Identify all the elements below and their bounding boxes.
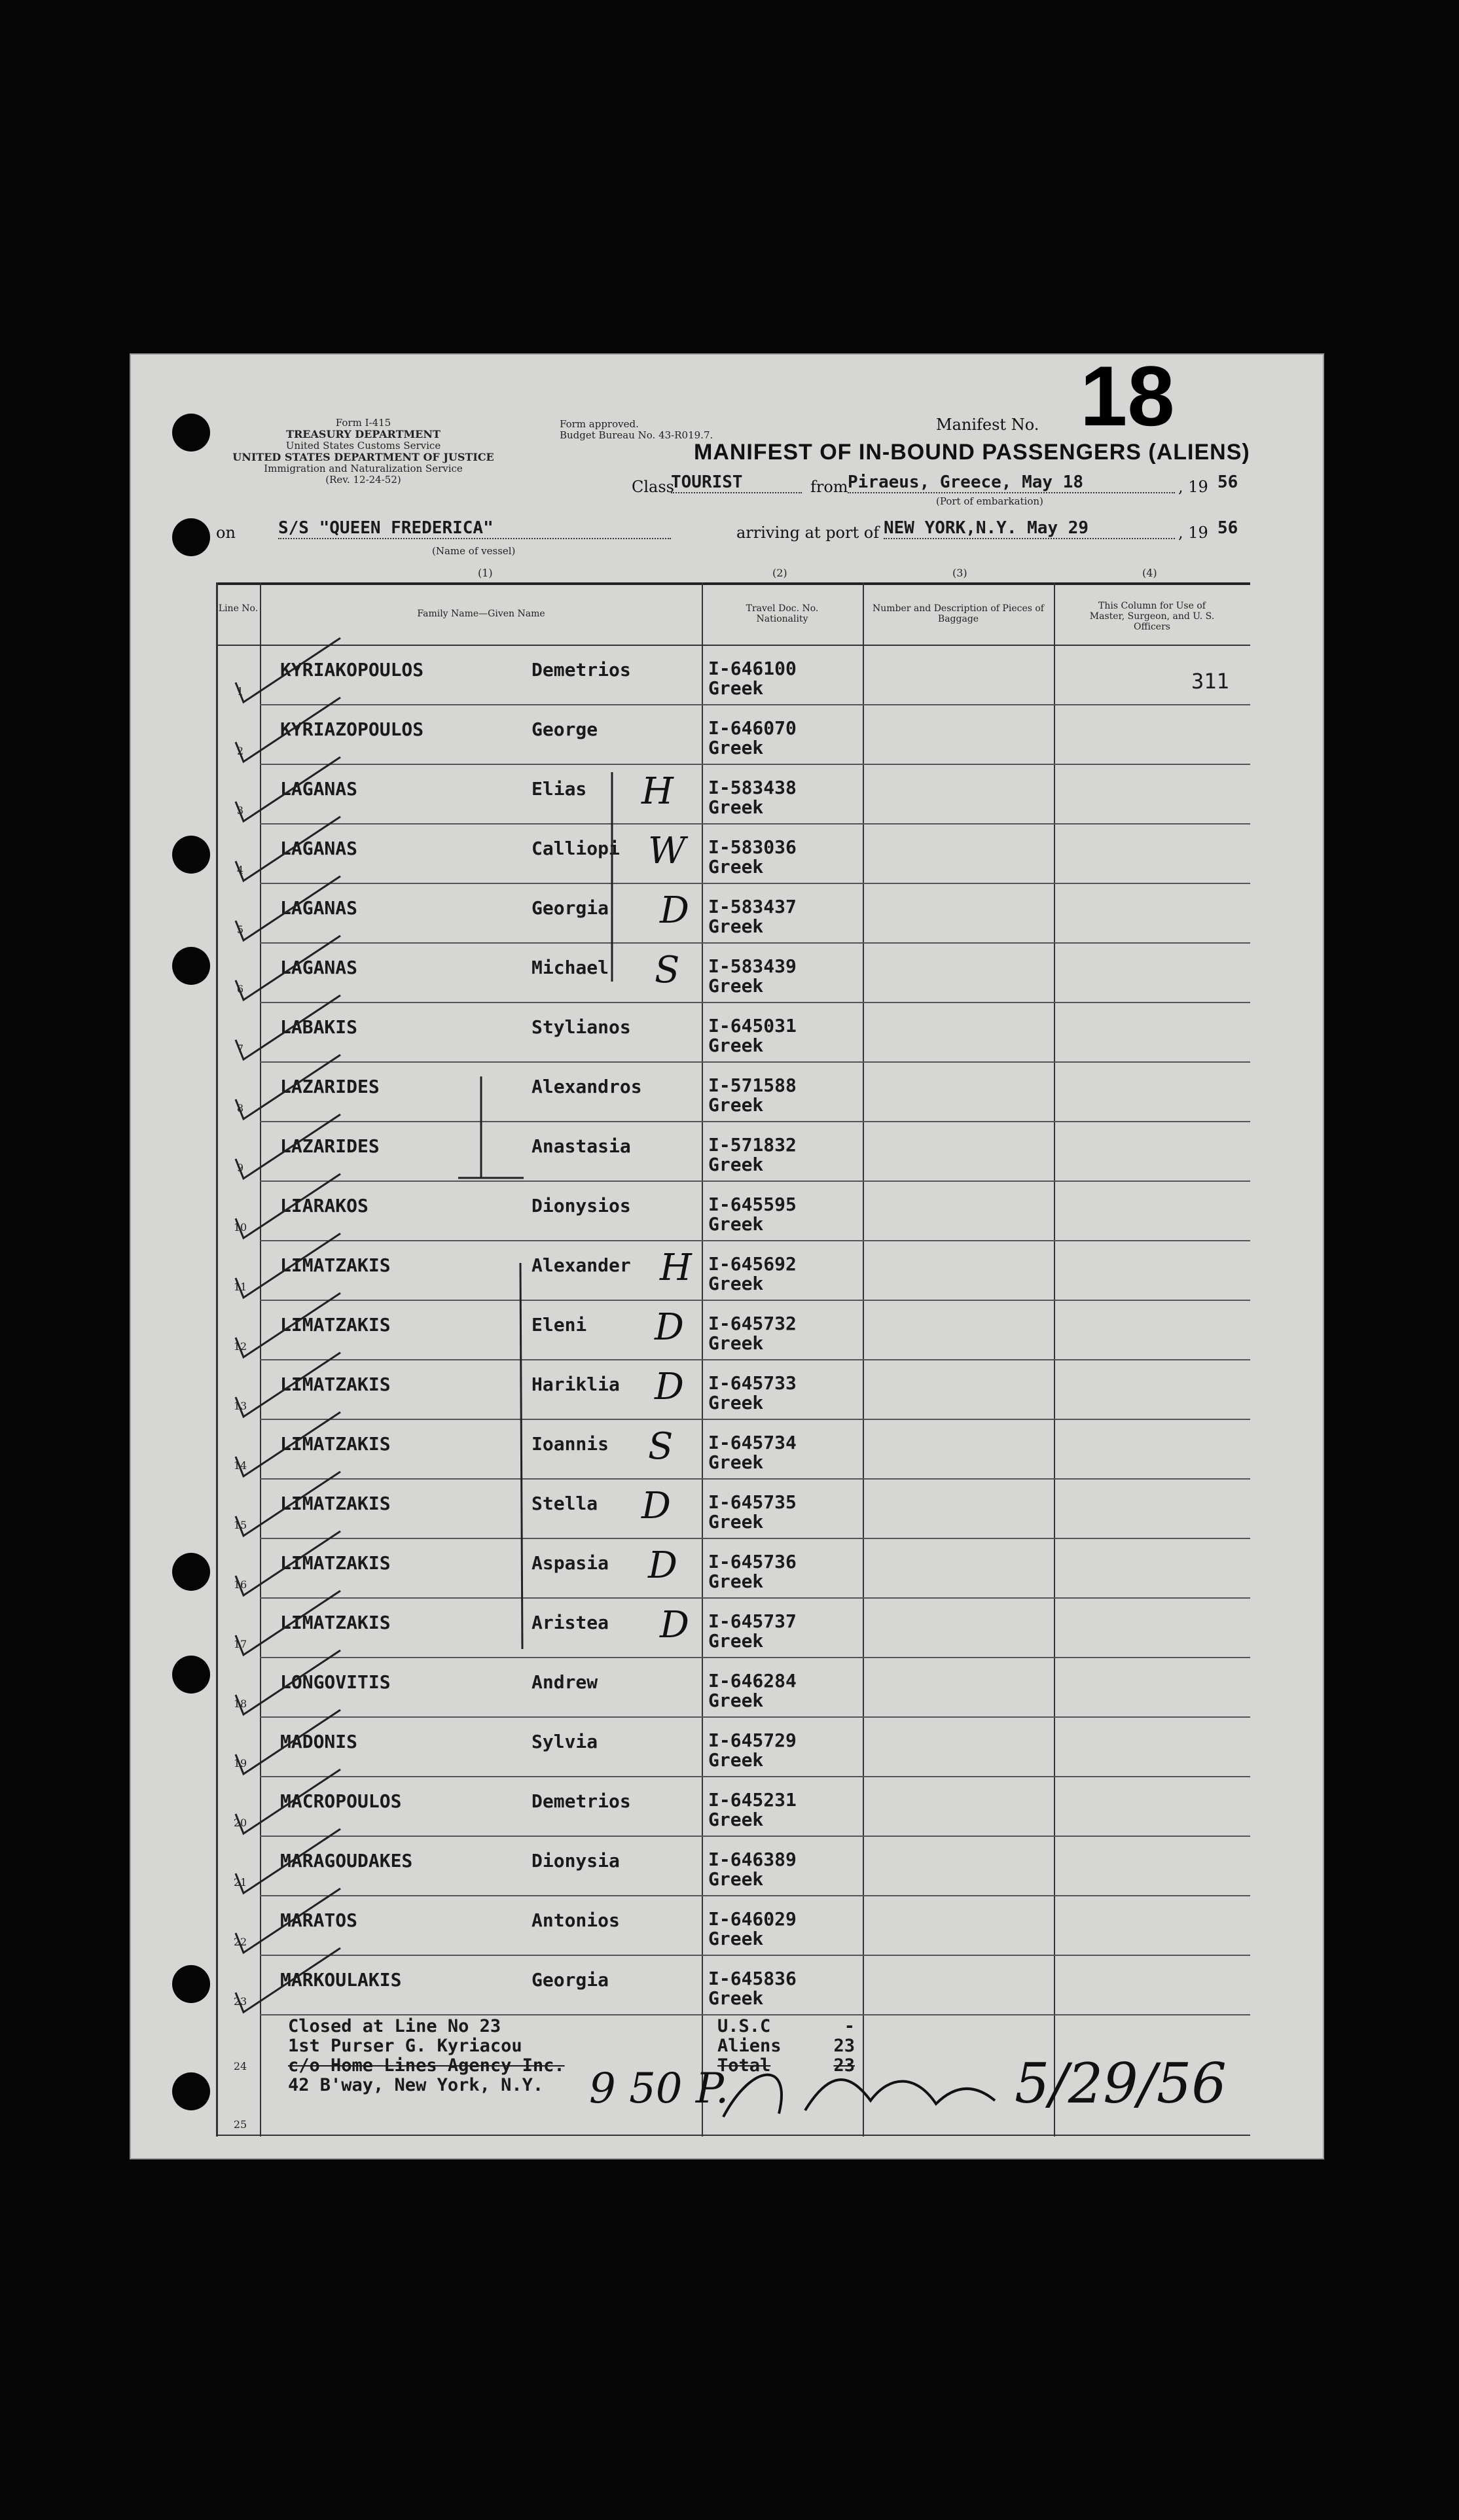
nationality: Greek <box>708 1273 764 1294</box>
nationality: Greek <box>708 1511 764 1533</box>
given-name: Georgia <box>531 897 609 919</box>
family-name: LAGANAS <box>280 838 358 859</box>
header-baggage: Number and Description of Pieces of Baggage <box>873 603 1044 624</box>
given-name: Hariklia <box>531 1374 620 1395</box>
aliens-label: Aliens <box>717 2036 782 2056</box>
given-name: Antonios <box>531 1909 620 1931</box>
check-mark <box>236 1769 340 1834</box>
check-mark <box>236 817 340 881</box>
row-number: 12 <box>233 1340 247 1353</box>
row-number: 23 <box>233 1995 247 2008</box>
nationality: Greek <box>708 1094 764 1116</box>
nationality: Greek <box>708 1987 764 2009</box>
check-mark <box>236 1412 340 1476</box>
family-bracket <box>458 1076 524 1178</box>
check-mark <box>236 1472 340 1536</box>
check-mark <box>236 1710 340 1774</box>
row-number: 6 <box>236 983 244 995</box>
row-number: 19 <box>233 1757 247 1769</box>
row-number: 1 <box>236 685 244 698</box>
year-prefix: , 19 <box>1178 478 1208 496</box>
travel-doc-no: I-645692 <box>708 1253 797 1275</box>
form-approved: Form approved. <box>560 418 639 430</box>
customs-service: United States Customs Service <box>285 440 441 452</box>
check-mark <box>236 1114 340 1179</box>
given-name: Andrew <box>531 1671 598 1693</box>
nationality: Greek <box>708 796 764 818</box>
header-line-no: Line No. <box>218 603 259 614</box>
relation-mark: S <box>648 1425 674 1468</box>
check-mark <box>236 1948 340 2012</box>
nationality: Greek <box>708 737 764 758</box>
row-number: 8 <box>236 1102 244 1114</box>
family-name: MARATOS <box>280 1909 358 1931</box>
check-mark <box>236 876 340 940</box>
nationality: Greek <box>708 1690 764 1711</box>
travel-doc-no: I-645729 <box>708 1730 797 1751</box>
travel-doc-no: I-645734 <box>708 1432 797 1453</box>
family-name: MARAGOUDAKES <box>280 1850 413 1872</box>
header-doc: Travel Doc. No. Nationality <box>746 603 819 624</box>
family-name: LONGOVITIS <box>280 1671 391 1693</box>
row-number: 4 <box>236 864 244 876</box>
check-mark <box>236 698 340 762</box>
class-value: TOURIST <box>671 472 802 493</box>
nationality: Greek <box>708 1213 764 1235</box>
handwritten-time: 9 50 P. <box>589 2065 729 2113</box>
family-name: MARKOULAKIS <box>280 1969 402 1991</box>
row-number-25: 25 <box>233 2118 247 2131</box>
travel-doc-no: I-646070 <box>708 717 797 739</box>
budget-bureau: Budget Bureau No. 43-R019.7. <box>560 429 713 441</box>
travel-doc-no: I-583438 <box>708 777 797 798</box>
relation-mark: D <box>655 1306 684 1349</box>
row-number: 5 <box>236 923 244 936</box>
travel-doc-no: I-583439 <box>708 955 797 977</box>
given-name: Elias <box>531 778 587 800</box>
given-name: Michael <box>531 957 609 978</box>
col-number-2: (2) <box>772 567 787 579</box>
family-name: LAZARIDES <box>280 1135 380 1157</box>
relation-mark: D <box>655 1366 684 1408</box>
treasury-dept: TREASURY DEPARTMENT <box>286 428 441 440</box>
family-name: MADONIS <box>280 1731 358 1752</box>
total-label: Total <box>717 2055 771 2076</box>
check-mark <box>236 1829 340 1893</box>
travel-doc-no: I-645231 <box>708 1789 797 1811</box>
travel-doc-no: I-583437 <box>708 896 797 917</box>
nationality: Greek <box>708 975 764 997</box>
nationality: Greek <box>708 915 764 937</box>
officer-note: 311 <box>1191 669 1229 694</box>
check-mark <box>236 1174 340 1238</box>
relation-mark: S <box>655 949 680 991</box>
col-number-1: (1) <box>478 567 493 579</box>
check-mark <box>236 1650 340 1714</box>
family-name: LIMATZAKIS <box>280 1254 391 1276</box>
row-number-24: 24 <box>233 2060 247 2072</box>
nationality: Greek <box>708 1392 764 1413</box>
given-name: Georgia <box>531 1969 609 1991</box>
row-number: 13 <box>233 1400 247 1412</box>
closed-at-line: Closed at Line No 23 <box>288 2016 501 2036</box>
travel-doc-no: I-645737 <box>708 1610 797 1632</box>
given-name: Demetrios <box>531 1790 631 1812</box>
on-label: on <box>216 524 236 542</box>
check-mark <box>236 1889 340 1953</box>
check-mark <box>236 1233 340 1298</box>
row-number: 16 <box>233 1578 247 1591</box>
given-name: Stylianos <box>531 1016 631 1038</box>
arriving-year: 56 <box>1217 518 1238 538</box>
aliens-value: 23 <box>833 2036 855 2056</box>
check-mark <box>236 1055 340 1119</box>
nationality: Greek <box>708 1332 764 1354</box>
travel-doc-no: I-645732 <box>708 1313 797 1334</box>
family-name: LIMATZAKIS <box>280 1374 391 1395</box>
row-number: 15 <box>233 1519 247 1531</box>
travel-doc-no: I-645031 <box>708 1015 797 1037</box>
arriving-label: arriving at port of <box>736 524 880 542</box>
header-name: Family Name—Given Name <box>417 609 545 619</box>
agency: c/o Home Lines Agency Inc. <box>288 2055 565 2076</box>
check-mark <box>236 1293 340 1357</box>
travel-doc-no: I-645595 <box>708 1194 797 1215</box>
row-number: 7 <box>236 1042 244 1055</box>
given-name: Eleni <box>531 1314 587 1336</box>
usc-label: U.S.C <box>717 2016 771 2036</box>
travel-doc-no: I-646100 <box>708 658 797 679</box>
nationality: Greek <box>708 1868 764 1890</box>
travel-doc-no: I-571588 <box>708 1074 797 1096</box>
family-name: LAGANAS <box>280 957 358 978</box>
nationality: Greek <box>708 856 764 878</box>
given-name: George <box>531 719 598 740</box>
given-name: Dionysios <box>531 1195 631 1216</box>
relation-mark: D <box>660 1604 689 1646</box>
given-name: Dionysia <box>531 1850 620 1872</box>
from-value: Piraeus, Greece, May 18 <box>848 472 1175 493</box>
nationality: Greek <box>708 1809 764 1830</box>
relation-mark: H <box>641 770 674 813</box>
nationality: Greek <box>708 677 764 699</box>
nationality: Greek <box>708 1630 764 1652</box>
given-name: Aspasia <box>531 1552 609 1574</box>
manifest-title: MANIFEST OF IN-BOUND PASSENGERS (ALIENS) <box>694 440 1250 465</box>
check-mark <box>236 936 340 1000</box>
usc-value: - <box>844 2016 855 2036</box>
travel-doc-no: I-645735 <box>708 1491 797 1513</box>
nationality: Greek <box>708 1928 764 1949</box>
family-name: KYRIAKOPOULOS <box>280 659 424 681</box>
check-mark <box>236 995 340 1059</box>
agency-address: 42 B'way, New York, N.Y. <box>288 2075 544 2095</box>
row-number: 9 <box>236 1162 244 1174</box>
family-name: MACROPOULOS <box>280 1790 402 1812</box>
family-name: LIMATZAKIS <box>280 1433 391 1455</box>
given-name: Alexandros <box>531 1076 642 1097</box>
arriving-year-prefix: , 19 <box>1178 524 1208 542</box>
travel-doc-no: I-645836 <box>708 1968 797 1989</box>
arriving-value: NEW YORK,N.Y. May 29 <box>884 518 1175 539</box>
from-label: from <box>810 478 848 496</box>
given-name: Stella <box>531 1493 598 1514</box>
family-name: LIMATZAKIS <box>280 1552 391 1574</box>
given-name: Ioannis <box>531 1433 609 1455</box>
row-number: 11 <box>233 1281 247 1293</box>
form-revision: (Rev. 12-24-52) <box>325 474 401 486</box>
row-number: 2 <box>236 745 244 757</box>
given-name: Alexander <box>531 1254 631 1276</box>
ins-service: Immigration and Naturalization Service <box>264 463 463 474</box>
check-mark <box>236 757 340 821</box>
family-name: LIMATZAKIS <box>280 1493 391 1514</box>
col-number-3: (3) <box>952 567 967 579</box>
check-mark <box>236 1353 340 1417</box>
family-name: LAZARIDES <box>280 1076 380 1097</box>
given-name: Aristea <box>531 1612 609 1633</box>
from-year: 56 <box>1217 472 1238 492</box>
class-label: Class <box>632 478 674 496</box>
travel-doc-no: I-646284 <box>708 1670 797 1692</box>
row-number: 3 <box>236 804 244 817</box>
row-number: 20 <box>233 1817 247 1829</box>
form-number: Form I-415 <box>335 417 391 429</box>
travel-doc-no: I-645733 <box>708 1372 797 1394</box>
relation-mark: D <box>641 1485 671 1527</box>
manifest-number: 18 <box>1080 348 1175 444</box>
header-officers: This Column for Use of Master, Surgeon, and U. S. Officers <box>1089 601 1215 632</box>
row-number: 22 <box>233 1936 247 1948</box>
travel-doc-no: I-571832 <box>708 1134 797 1156</box>
vessel-caption: (Name of vessel) <box>432 545 516 557</box>
family-name: KYRIAZOPOULOS <box>280 719 424 740</box>
travel-doc-no: I-645736 <box>708 1551 797 1572</box>
given-name: Calliopi <box>531 838 620 859</box>
nationality: Greek <box>708 1451 764 1473</box>
nationality: Greek <box>708 1571 764 1592</box>
relation-mark: W <box>648 830 686 872</box>
family-name: LIARAKOS <box>280 1195 369 1216</box>
manifest-no-label: Manifest No. <box>936 416 1039 434</box>
total-value: 23 <box>833 2055 855 2076</box>
relation-mark: D <box>648 1544 677 1587</box>
given-name: Anastasia <box>531 1135 631 1157</box>
nationality: Greek <box>708 1154 764 1175</box>
row-number: 17 <box>233 1638 247 1650</box>
check-mark <box>236 638 340 702</box>
given-name: Demetrios <box>531 659 631 681</box>
row-number: 21 <box>233 1876 247 1889</box>
relation-mark: H <box>660 1247 692 1289</box>
vessel-name: S/S "QUEEN FREDERICA" <box>278 518 671 539</box>
family-name: LAGANAS <box>280 778 358 800</box>
check-mark <box>236 1591 340 1655</box>
travel-doc-no: I-646389 <box>708 1849 797 1870</box>
check-mark <box>236 1531 340 1595</box>
port-embarkation-caption: (Port of embarkation) <box>936 495 1043 507</box>
signature <box>723 2075 995 2117</box>
purser: 1st Purser G. Kyriacou <box>288 2036 522 2056</box>
given-name: Sylvia <box>531 1731 598 1752</box>
travel-doc-no: I-646029 <box>708 1908 797 1930</box>
col-number-4: (4) <box>1142 567 1157 579</box>
nationality: Greek <box>708 1749 764 1771</box>
relation-mark: D <box>660 889 689 932</box>
justice-dept: UNITED STATES DEPARTMENT OF JUSTICE <box>232 451 494 463</box>
family-name: LIMATZAKIS <box>280 1612 391 1633</box>
travel-doc-no: I-583036 <box>708 836 797 858</box>
family-name: LABAKIS <box>280 1016 358 1038</box>
nationality: Greek <box>708 1035 764 1056</box>
family-name: LAGANAS <box>280 897 358 919</box>
row-number: 10 <box>233 1221 247 1233</box>
row-number: 14 <box>233 1459 247 1472</box>
family-name: LIMATZAKIS <box>280 1314 391 1336</box>
row-number: 18 <box>233 1697 247 1710</box>
family-bracket <box>520 1263 522 1649</box>
handwritten-date: 5/29/56 <box>1015 2051 1227 2116</box>
